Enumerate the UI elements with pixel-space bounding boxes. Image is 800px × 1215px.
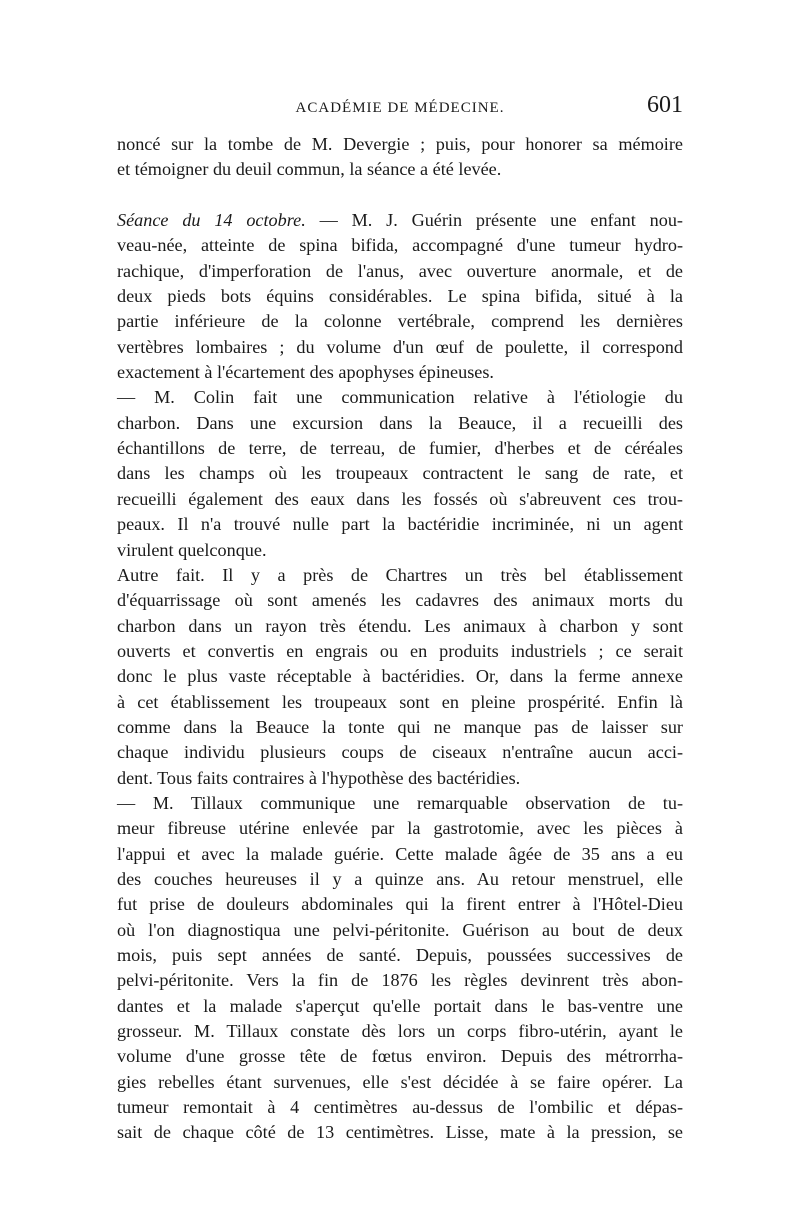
text-line: [117, 816, 683, 841]
page-number: 601: [647, 92, 683, 118]
text-line: [117, 1095, 683, 1120]
text-line: [117, 538, 683, 563]
text-line: [117, 867, 683, 892]
text-line: [117, 411, 683, 436]
text-line: [117, 690, 683, 715]
text-line: [117, 968, 683, 993]
line-text: partie inférieure de la colonne vertébrale, comprend les dernières: [117, 311, 683, 332]
line-text: mois, puis sept années de santé. Depuis, poussées successives de: [117, 945, 683, 965]
text-line: [117, 157, 683, 182]
text-line: [117, 563, 683, 588]
line-text: exactement à l'écartement des apophyses épineuses.: [117, 362, 494, 383]
line-text: où l'on diagnostiqua une pelvi-péritonite. Guérison au bout de deux: [117, 919, 683, 940]
line-text: charbon dans un rayon très étendu. Les animaux à charbon y sont: [117, 615, 683, 636]
line-text: et témoigner du deuil commun, la séance a été levée.: [117, 159, 502, 180]
line-text: ouverts et convertis en engrais ou en produits industriels ; ce serait: [117, 640, 683, 661]
text-line: [117, 766, 683, 791]
text-line: [117, 791, 683, 816]
line-text: — M. J. Guérin présente une enfant nou-: [305, 210, 683, 231]
line-text: volume d'une grosse tête de fœtus environ. Depuis des métrorrha-: [117, 1046, 683, 1067]
text-line: [117, 385, 683, 410]
text-line: [117, 487, 683, 512]
line-text: — M. Colin fait une communication relative à l'étiologie du: [117, 387, 683, 408]
text-line: [117, 842, 683, 867]
line-text: charbon. Dans une excursion dans la Beauce, il a recueilli des: [117, 412, 683, 433]
body-text: [117, 132, 683, 1146]
text-line: [117, 740, 683, 765]
text-line: [117, 335, 683, 360]
text-line: [117, 664, 683, 689]
line-text: peaux. Il n'a trouvé nulle part la bactéridie incriminée, ni un agent: [117, 514, 683, 535]
text-line: [117, 309, 683, 334]
running-head: ACADÉMIE DE MÉDECINE.: [295, 100, 505, 116]
line-text: virulent quelconque.: [117, 539, 267, 560]
line-text: vertèbres lombaires ; du volume d'un œuf de poulette, il correspond: [117, 336, 683, 357]
text-line: [117, 918, 683, 943]
text-line: [117, 512, 683, 537]
page-header: [117, 92, 683, 126]
line-text: — M. Tillaux communique une remarquable observation de tu-: [117, 792, 683, 813]
text-line: [117, 614, 683, 639]
line-text: à cet établissement les troupeaux sont en pleine prospérité. Enfin là: [117, 691, 683, 712]
line-text: comme dans la Beauce la tonte qui ne manque pas de laisser sur: [117, 716, 683, 737]
line-text: dent. Tous faits contraires à l'hypothèse des bactéridies.: [117, 767, 521, 788]
line-text: fut prise de douleurs abdominales qui la firent entrer à l'Hôtel-Dieu: [117, 894, 683, 915]
line-text: deux pieds bots équins considérables. Le spina bifida, situé à la: [117, 286, 683, 307]
text-line: [117, 994, 683, 1019]
line-text: veau-née, atteinte de spina bifida, accompagné d'une tumeur hydro-: [117, 235, 683, 256]
line-text: pelvi-péritonite. Vers la fin de 1876 les règles devinrent très abon-: [117, 970, 683, 991]
text-line: [117, 132, 683, 157]
line-text: Autre fait. Il y a près de Chartres un très bel établissement: [117, 564, 683, 585]
text-line: [117, 1070, 683, 1095]
text-line: [117, 1120, 683, 1145]
line-text: tumeur remontait à 4 centimètres au-dessus de l'ombilic et dépas-: [117, 1097, 683, 1118]
line-text: dantes et la malade s'aperçut qu'elle portait dans le bas-ventre une: [117, 995, 683, 1016]
text-line: [117, 360, 683, 385]
line-text: sait de chaque côté de 13 centimètres. Lisse, mate à la pression, se: [117, 1122, 683, 1143]
paragraph-gap: [117, 183, 683, 208]
text-line: [117, 461, 683, 486]
session-heading: Séance du 14 octobre.: [117, 210, 306, 231]
line-text: donc le plus vaste réceptable à bactéridies. Or, dans la ferme annexe: [117, 666, 683, 687]
text-line: [117, 259, 683, 284]
text-line: [117, 1019, 683, 1044]
text-line: [117, 639, 683, 664]
text-line: [117, 208, 683, 233]
text-line: [117, 1044, 683, 1069]
line-text: rachique, d'imperforation de l'anus, avec ouverture anormale, et de: [117, 260, 683, 281]
line-text: recueilli également des eaux dans les fossés où s'abreuvent ces trou-: [117, 488, 683, 509]
text-line: [117, 284, 683, 309]
line-text: d'équarrissage où sont amenés les cadavres des animaux morts du: [117, 590, 683, 611]
line-text: grosseur. M. Tillaux constate dès lors un corps fibro-utérin, ayant le: [117, 1021, 683, 1042]
line-text: l'appui et avec la malade guérie. Cette malade âgée de 35 ans a eu: [117, 843, 683, 864]
line-text: dans les champs où les troupeaux contractent le sang de rate, et: [117, 463, 683, 484]
text-line: [117, 436, 683, 461]
text-line: [117, 892, 683, 917]
line-text: des couches heureuses il y a quinze ans. Au retour menstruel, elle: [117, 868, 683, 889]
text-line: [117, 943, 683, 968]
line-text: noncé sur la tombe de M. Devergie ; puis, pour honorer sa mémoire: [117, 134, 683, 154]
text-line: [117, 715, 683, 740]
line-text: gies rebelles étant survenues, elle s'est décidée à se faire opérer. La: [117, 1071, 683, 1092]
text-line: [117, 588, 683, 613]
line-text: chaque individu plusieurs coups de ciseaux n'entraîne aucun acci-: [117, 742, 683, 763]
line-text: meur fibreuse utérine enlevée par la gastrotomie, avec les pièces à: [117, 818, 683, 839]
text-line: [117, 233, 683, 258]
line-text: échantillons de terre, de terreau, de fumier, d'herbes et de céréales: [117, 438, 683, 459]
